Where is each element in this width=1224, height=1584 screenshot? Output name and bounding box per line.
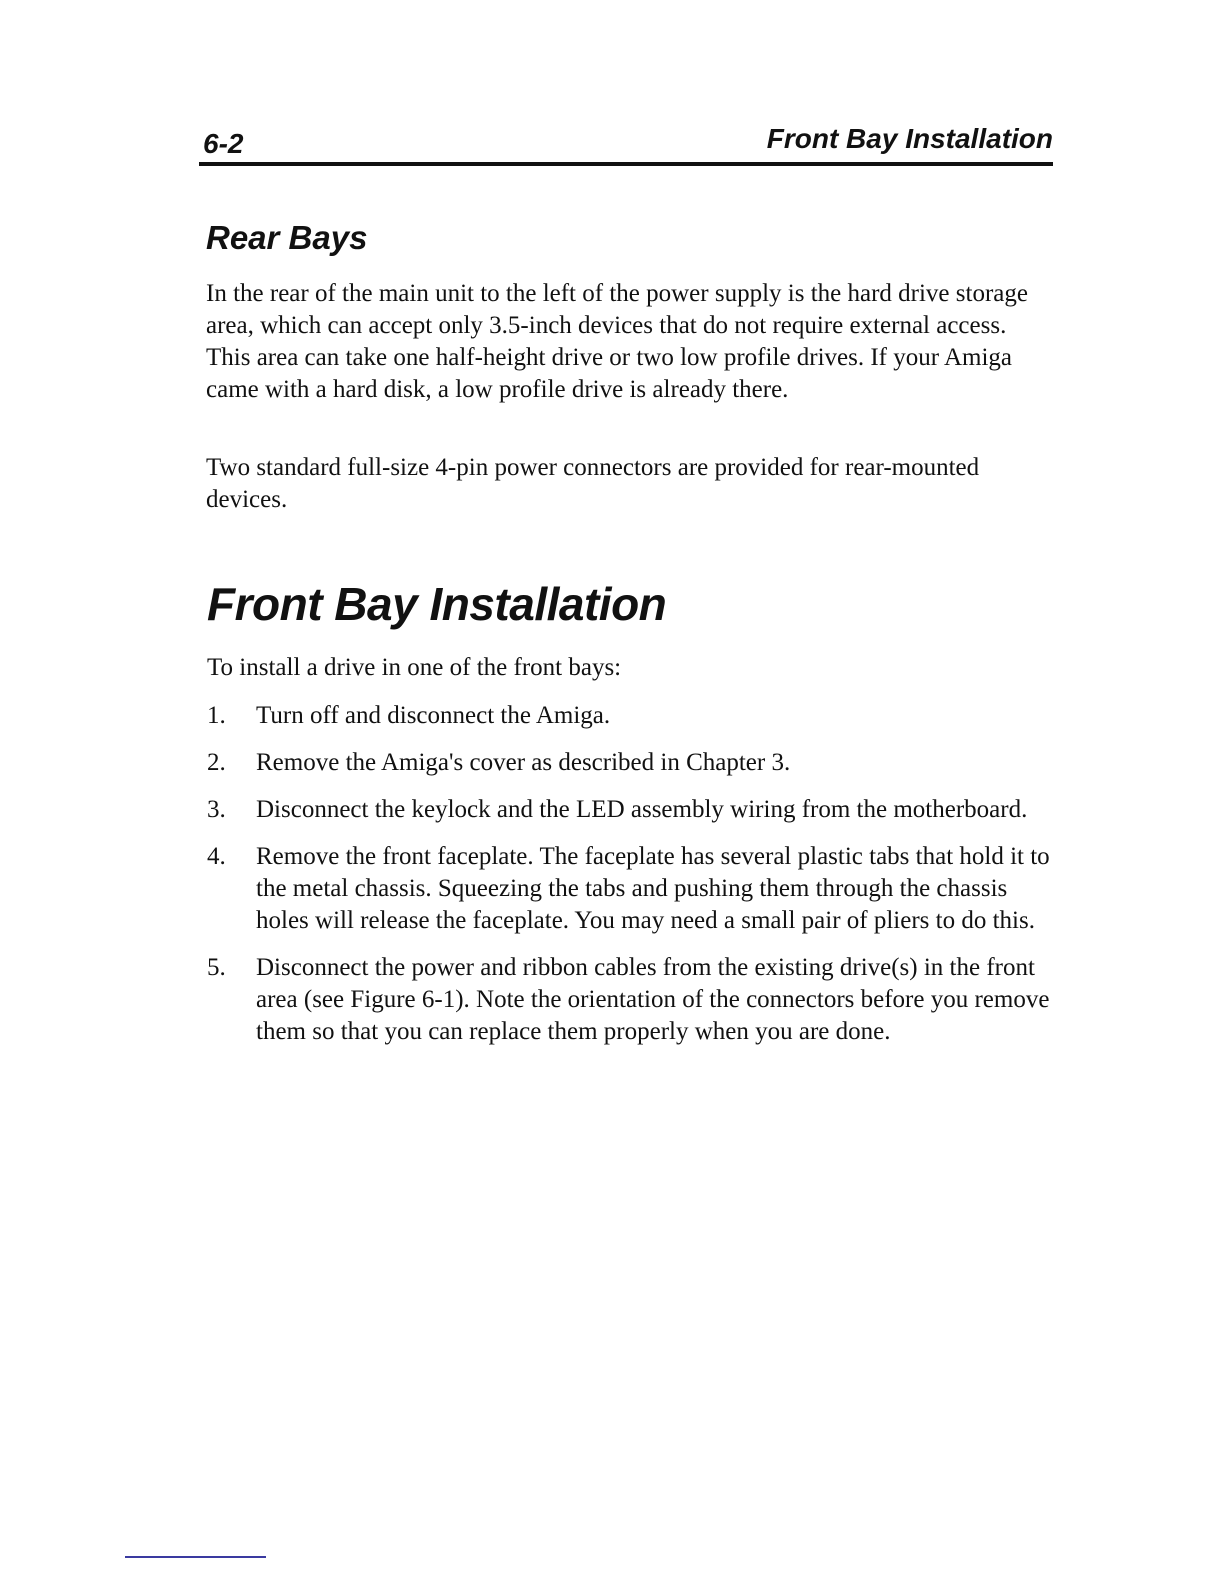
step-text: Remove the Amiga's cover as described in Chapter 3.: [256, 749, 791, 776]
installation-steps: [207, 700, 1057, 1063]
step-number: 3.: [207, 796, 226, 823]
page-number: 6-2: [203, 128, 244, 159]
step-1: [207, 700, 1057, 732]
rear-bays-heading: Rear Bays: [206, 219, 368, 256]
step-text: Disconnect the power and ribbon cables from the existing drive(s) in the front area (see Figure 6-1). Note the orientation of the connectors before you remove them so that you can replace them properly when you are done.: [256, 954, 1050, 1045]
step-text: Turn off and disconnect the Amiga.: [256, 702, 611, 729]
front-bay-installation-heading: Front Bay Installation: [207, 578, 667, 630]
step-text: Remove the front faceplate. The faceplate has several plastic tabs that hold it to the metal chassis. Squeezing the tabs and pushing them through the chassis holes will release the faceplate. You may need a small pair of pliers to do this.: [256, 843, 1050, 934]
step-4: [207, 841, 1057, 937]
step-number: 4.: [207, 843, 226, 870]
step-number: 5.: [207, 954, 226, 981]
step-2: [207, 747, 1057, 779]
step-text: Disconnect the keylock and the LED assembly wiring from the motherboard.: [256, 796, 1028, 823]
running-title: Front Bay Installation: [766, 123, 1053, 154]
step-5: [207, 952, 1057, 1048]
front-bay-intro: To install a drive in one of the front bays:: [207, 654, 622, 681]
rear-bays-paragraph-2: Two standard full-size 4-pin power connectors are provided for rear-mounted devices.: [206, 454, 980, 513]
step-number: 1.: [207, 702, 226, 729]
running-header: [199, 118, 1053, 166]
step-number: 2.: [207, 749, 226, 776]
step-3: [207, 794, 1057, 826]
footer-rule: [125, 1556, 266, 1558]
rear-bays-paragraph-1: In the rear of the main unit to the left of the power supply is the hard drive storage area, which can accept only 3.5-inch devices that do not require external access. This area can take one half-height drive or two low profile drives. If your Amiga came with a hard disk, a low profile drive is already there.: [206, 280, 1028, 403]
